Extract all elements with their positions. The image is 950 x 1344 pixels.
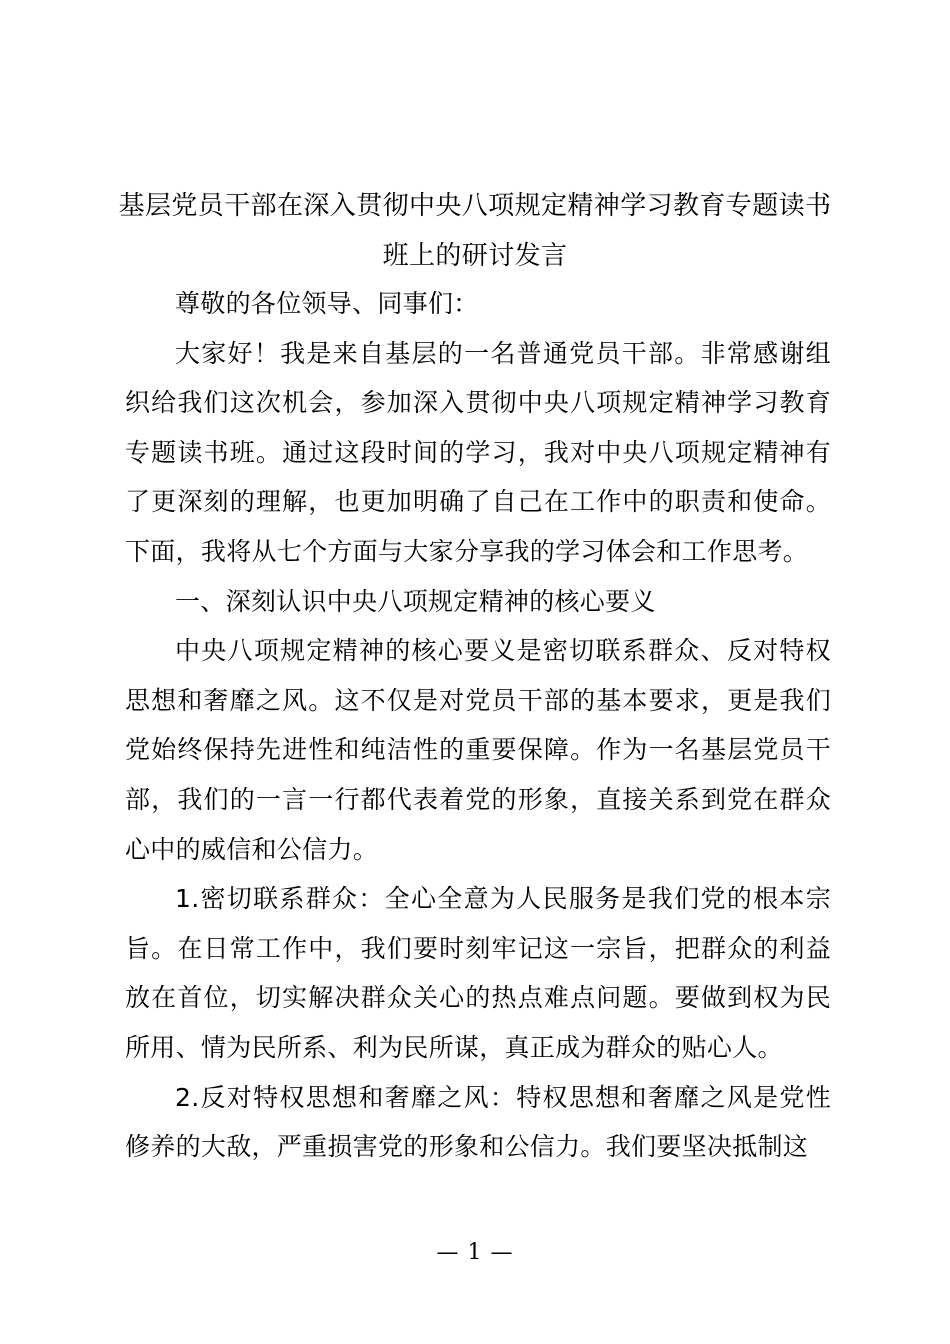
paragraph-intro: 大家好！我是来自基层的一名普通党员干部。非常感谢组织给我们这次机会，参加深入贯彻中央八项规定精神学习教育专题读书班。通过这段时间的学习，我对中央八项规定精神有了更深刻的理解，也更加明确了自己在工作中的职责和使命。下面，我将从七个方面与大家分享我的学习体会和工作思考。 <box>125 338 831 566</box>
document-body <box>125 279 831 1172</box>
document-title-line-1: 基层党员干部在深入贯彻中央八项规定精神学习教育专题读书 <box>118 191 832 221</box>
paragraph-point-2: 2.反对特权思想和奢靡之风：特权思想和奢靡之风是党性修养的大敌，严重损害党的形象和公信力。我们要坚决抵制这 <box>125 1082 831 1162</box>
salutation: 尊敬的各位领导、同事们： <box>175 289 479 318</box>
page-number: — 1 — <box>436 1240 514 1265</box>
section-heading-1: 一、深刻认识中央八项规定精神的核心要义 <box>175 586 656 616</box>
paragraph-core-meaning: 中央八项规定精神的核心要义是密切联系群众、反对特权思想和奢靡之风。这不仅是对党员干部的基本要求，更是我们党始终保持先进性和纯洁性的重要保障。作为一名基层党员干部，我们的一言一行都代表着党的形象，直接关系到党在群众心中的威信和公信力。 <box>125 636 831 864</box>
paragraph-point-1: 1.密切联系群众：全心全意为人民服务是我们党的根本宗旨。在日常工作中，我们要时刻牢记这一宗旨，把群众的利益放在首位，切实解决群众关心的热点难点问题。要做到权为民所用、情为民所系、利为民所谋，真正成为群众的贴心人。 <box>125 884 831 1062</box>
document-title-line-2: 班上的研讨发言 <box>382 241 568 271</box>
